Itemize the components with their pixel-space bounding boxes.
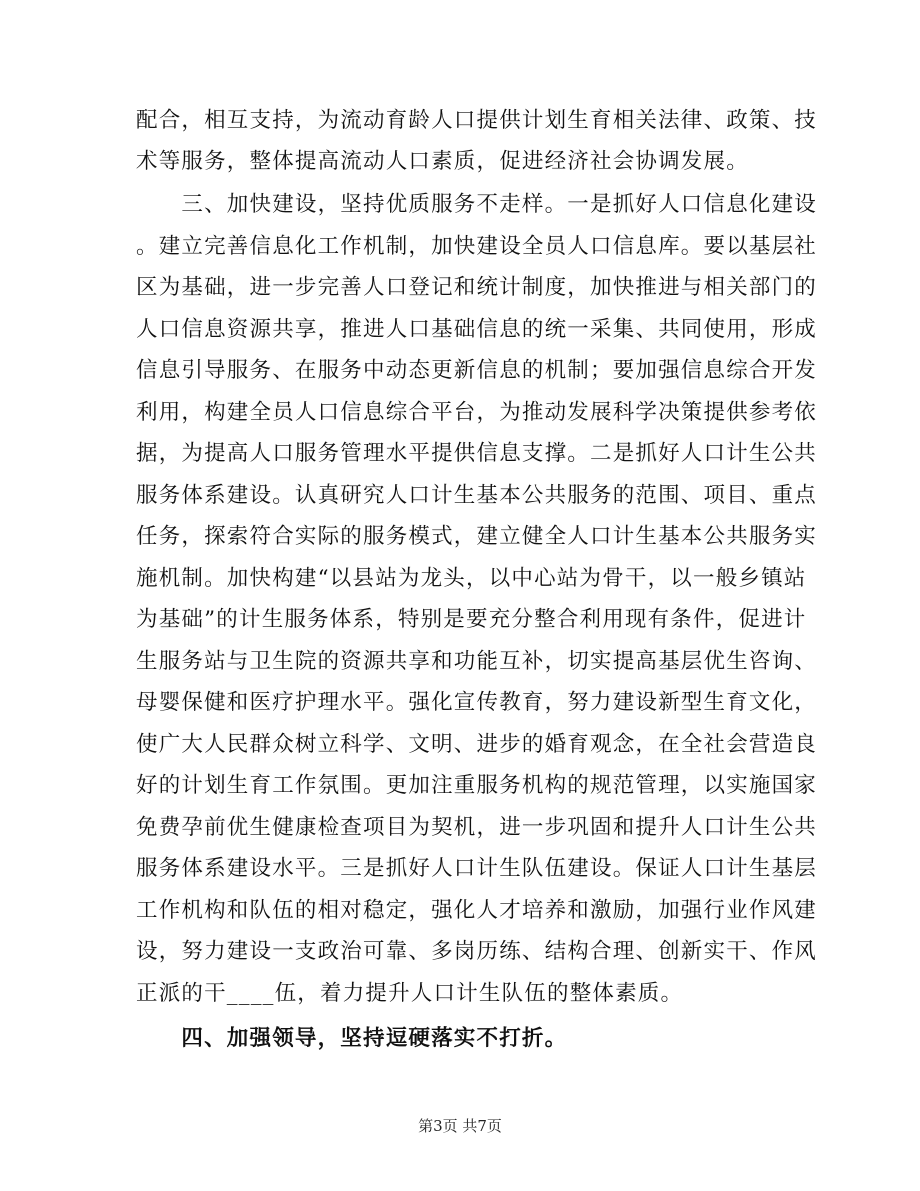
body-text-line: 任务，探索符合实际的服务模式，建立健全人口计生基本公共服务实 (136, 524, 818, 549)
body-text-line: 工作机构和队伍的相对稳定，强化人才培养和激励，加强行业作风建 (136, 898, 818, 923)
body-text-line: 施机制。加快构建“以县站为龙头，以中心站为骨干，以一般乡镇站 (136, 566, 807, 591)
body-text-line: 服务体系建设水平。三是抓好人口计生队伍建设。保证人口计生基层 (136, 856, 818, 881)
section-heading: 四、加强领导，坚持逗硬落实不打折。 (136, 1026, 568, 1051)
body-text-line: 。建立完善信息化工作机制，加快建设全员人口信息库。要以基层社 (136, 234, 818, 259)
body-text-line: 区为基础，进一步完善人口登记和统计制度，加快推进与相关部门的 (136, 275, 818, 300)
body-text-line: 配合，相互支持，为流动育龄人口提供计划生育相关法律、政策、技 (136, 108, 818, 133)
body-text-line: 母婴保健和医疗护理水平。强化宣传教育，努力建设新型生育文化， (136, 690, 818, 715)
body-text-line: 服务体系建设。认真研究人口计生基本公共服务的范围、项目、重点 (136, 483, 818, 508)
body-text-line: 利用，构建全员人口信息综合平台，为推动发展科学决策提供参考依 (136, 400, 818, 425)
body-text-line: 信息引导服务、在服务中动态更新信息的机制；要加强信息综合开发 (136, 358, 818, 383)
body-text-line: 使广大人民群众树立科学、文明、进步的婚育观念，在全社会营造良 (136, 732, 818, 757)
body-text-line: 免费孕前优生健康检查项目为契机，进一步巩固和提升人口计生公共 (136, 815, 818, 840)
body-text-line: 人口信息资源共享，推进人口基础信息的统一采集、共同使用，形成 (136, 317, 818, 342)
body-text-line: 正派的干____伍，着力提升人口计生队伍的整体素质。 (136, 981, 684, 1006)
body-text-line: 三、加快建设，坚持优质服务不走样。一是抓好人口信息化建设 (136, 192, 818, 217)
body-text-line: 为基础”的计生服务体系，特别是要充分整合利用现有条件，促进计 (136, 607, 807, 632)
body-text-line: 据，为提高人口服务管理水平提供信息支撑。二是抓好人口计生公共 (136, 441, 818, 466)
body-text-line: 设，努力建设一支政治可靠、多岗历练、结构合理、创新实干、作风 (136, 939, 818, 964)
body-text-line: 好的计划生育工作氛围。更加注重服务机构的规范管理，以实施国家 (136, 773, 818, 798)
body-text-line: 术等服务，整体提高流动人口素质，促进经济社会协调发展。 (136, 149, 749, 174)
page-number-footer: 第3页 共7页 (418, 1117, 502, 1135)
body-text-line: 生服务站与卫生院的资源共享和功能互补，切实提高基层优生咨询、 (136, 649, 818, 674)
